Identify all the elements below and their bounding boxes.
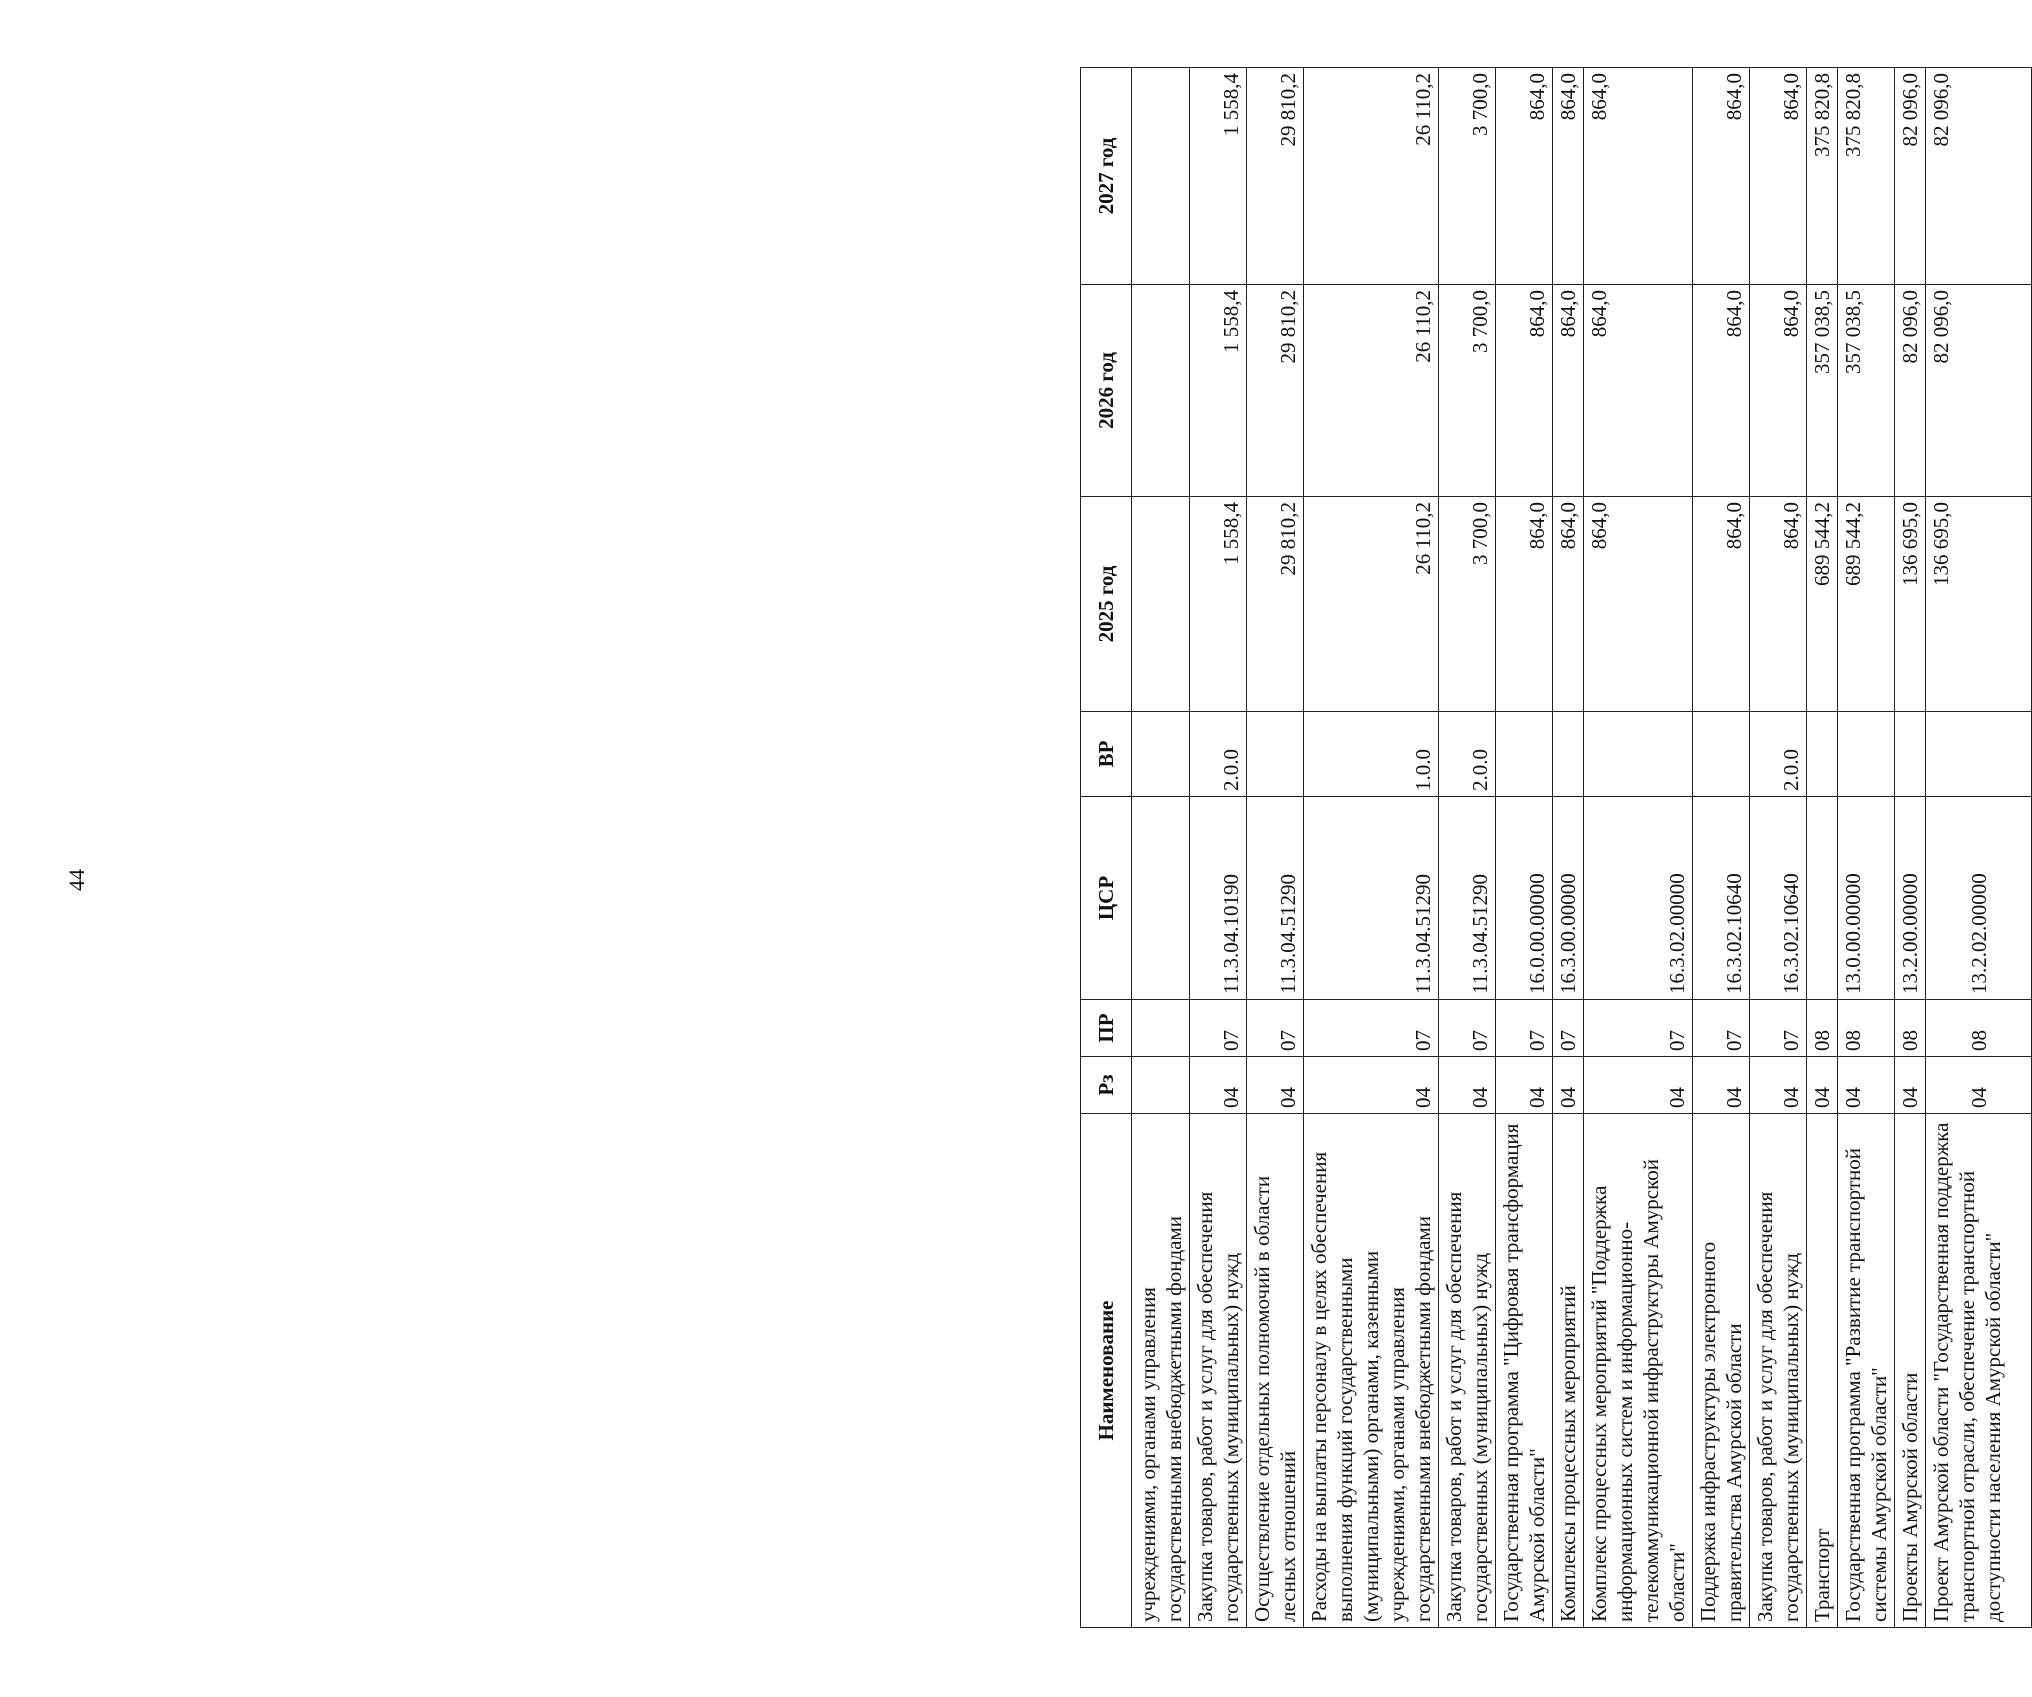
cell-csr: 13.2.00.00000 (1895, 797, 1926, 1000)
cell-csr (1807, 797, 1838, 1000)
cell-name: Транспорт (1807, 1114, 1838, 1628)
cell-vr: 2.0.0 (1750, 712, 1807, 797)
cell-rz: 04 (1439, 1057, 1496, 1114)
cell-name: Государственная программа "Цифровая трансформация Амурской области" (1496, 1114, 1553, 1628)
header-rz: Рз (1081, 1057, 1132, 1114)
cell-2026: 864,0 (1496, 285, 1553, 497)
cell-2026: 1 558,4 (1190, 285, 1247, 497)
cell-csr: 13.0.00.00000 (1838, 797, 1895, 1000)
cell-name: учреждениями, органами управления государственными внебюджетными фондами (1132, 1114, 1190, 1628)
table-row (1584, 68, 1693, 1628)
cell-rz: 04 (1553, 1057, 1584, 1114)
cell-2025: 689 544,2 (1807, 497, 1838, 712)
cell-csr: 16.3.02.10640 (1693, 797, 1750, 1000)
cell-vr: 1.0.0 (1304, 712, 1439, 797)
cell-name: Закупка товаров, работ и услуг для обеспечения государственных (муниципальных) нужд (1439, 1114, 1496, 1628)
cell-vr (1926, 712, 2032, 797)
cell-2025: 29 810,2 (1247, 497, 1304, 712)
cell-rz: 04 (1838, 1057, 1895, 1114)
cell-2026: 82 096,0 (1926, 285, 2032, 497)
cell-2027: 864,0 (1496, 68, 1553, 285)
table-header-row (1081, 68, 1132, 1628)
cell-2025: 136 695,0 (1895, 497, 1926, 712)
cell-pr: 08 (1807, 1000, 1838, 1057)
cell-csr: 16.0.00.00000 (1496, 797, 1553, 1000)
cell-pr: 07 (1496, 1000, 1553, 1057)
cell-pr: 07 (1247, 1000, 1304, 1057)
cell-vr (1807, 712, 1838, 797)
cell-2026: 864,0 (1750, 285, 1807, 497)
table-row (1926, 68, 2032, 1628)
cell-2025: 136 695,0 (1926, 497, 2032, 712)
cell-2027: 375 820,8 (1807, 68, 1838, 285)
cell-vr (1132, 712, 1190, 797)
table-row (1750, 68, 1807, 1628)
cell-name: Закупка товаров, работ и услуг для обеспечения государственных (муниципальных) нужд (1190, 1114, 1247, 1628)
cell-pr: 07 (1304, 1000, 1439, 1057)
cell-2026: 82 096,0 (1895, 285, 1926, 497)
cell-rz: 04 (1190, 1057, 1247, 1114)
cell-vr (1553, 712, 1584, 797)
cell-pr: 08 (1926, 1000, 2032, 1057)
cell-csr: 11.3.04.51290 (1304, 797, 1439, 1000)
cell-name: Проект Амурской области "Государственная поддержка транспортной отрасли, обеспечение транспортной доступности населения Амурской области" (1926, 1114, 2032, 1628)
cell-vr: 2.0.0 (1439, 712, 1496, 797)
header-2025: 2025 год (1081, 497, 1132, 712)
cell-name: Закупка товаров, работ и услуг для обеспечения государственных (муниципальных) нужд (1750, 1114, 1807, 1628)
table-row (1838, 68, 1895, 1628)
table-row (1132, 68, 1190, 1628)
table-row (1496, 68, 1553, 1628)
cell-2026: 29 810,2 (1247, 285, 1304, 497)
cell-2025: 689 544,2 (1838, 497, 1895, 712)
cell-2026: 864,0 (1693, 285, 1750, 497)
cell-name: Проекты Амурской области (1895, 1114, 1926, 1628)
cell-2027: 864,0 (1553, 68, 1584, 285)
cell-rz: 04 (1584, 1057, 1693, 1114)
cell-pr: 07 (1190, 1000, 1247, 1057)
cell-rz: 04 (1693, 1057, 1750, 1114)
cell-2027: 82 096,0 (1926, 68, 2032, 285)
header-vr: ВР (1081, 712, 1132, 797)
cell-rz: 04 (1926, 1057, 2032, 1114)
cell-csr: 11.3.04.10190 (1190, 797, 1247, 1000)
budget-table (1080, 67, 2032, 1628)
header-pr: ПР (1081, 1000, 1132, 1057)
cell-2025 (1132, 497, 1190, 712)
cell-pr: 08 (1895, 1000, 1926, 1057)
cell-2026: 864,0 (1553, 285, 1584, 497)
cell-vr (1895, 712, 1926, 797)
cell-csr: 13.2.02.00000 (1926, 797, 2032, 1000)
header-2026: 2026 год (1081, 285, 1132, 497)
cell-vr (1247, 712, 1304, 797)
cell-csr: 16.3.02.00000 (1584, 797, 1693, 1000)
cell-2026: 357 038,5 (1838, 285, 1895, 497)
cell-2025: 26 110,2 (1304, 497, 1439, 712)
cell-2025: 864,0 (1496, 497, 1553, 712)
cell-2027 (1132, 68, 1190, 285)
cell-2025: 3 700,0 (1439, 497, 1496, 712)
cell-rz: 04 (1750, 1057, 1807, 1114)
table-row (1553, 68, 1584, 1628)
cell-2027: 82 096,0 (1895, 68, 1926, 285)
table-row (1304, 68, 1439, 1628)
cell-2026: 26 110,2 (1304, 285, 1439, 497)
table-row (1693, 68, 1750, 1628)
rotated-table-container (1080, 68, 2005, 1628)
cell-2025: 864,0 (1693, 497, 1750, 712)
cell-2026: 864,0 (1584, 285, 1693, 497)
cell-2026: 3 700,0 (1439, 285, 1496, 497)
cell-2027: 29 810,2 (1247, 68, 1304, 285)
cell-name: Осуществление отдельных полномочий в области лесных отношений (1247, 1114, 1304, 1628)
cell-2027: 375 820,8 (1838, 68, 1895, 285)
cell-rz: 04 (1496, 1057, 1553, 1114)
table-row (1190, 68, 1247, 1628)
table-row (1895, 68, 1926, 1628)
header-2027: 2027 год (1081, 68, 1132, 285)
cell-rz: 04 (1247, 1057, 1304, 1114)
cell-2027: 864,0 (1693, 68, 1750, 285)
cell-csr: 11.3.04.51290 (1439, 797, 1496, 1000)
cell-2027: 864,0 (1750, 68, 1807, 285)
cell-csr: 16.3.00.00000 (1553, 797, 1584, 1000)
cell-csr (1132, 797, 1190, 1000)
cell-pr (1132, 1000, 1190, 1057)
cell-2026 (1132, 285, 1190, 497)
cell-2025: 864,0 (1584, 497, 1693, 712)
cell-vr (1496, 712, 1553, 797)
page-number: 44 (64, 869, 89, 891)
cell-csr: 16.3.02.10640 (1750, 797, 1807, 1000)
table-row (1247, 68, 1304, 1628)
cell-2025: 864,0 (1553, 497, 1584, 712)
cell-rz: 04 (1304, 1057, 1439, 1114)
table-row (1807, 68, 1838, 1628)
cell-name: Комплексы процессных мероприятий (1553, 1114, 1584, 1628)
cell-pr: 07 (1693, 1000, 1750, 1057)
cell-pr: 07 (1553, 1000, 1584, 1057)
cell-2026: 357 038,5 (1807, 285, 1838, 497)
cell-pr: 07 (1439, 1000, 1496, 1057)
cell-pr: 08 (1838, 1000, 1895, 1057)
cell-vr (1838, 712, 1895, 797)
cell-2027: 26 110,2 (1304, 68, 1439, 285)
cell-name: Государственная программа "Развитие транспортной системы Амурской области" (1838, 1114, 1895, 1628)
header-name: Наименование (1081, 1114, 1132, 1628)
cell-pr: 07 (1750, 1000, 1807, 1057)
cell-rz (1132, 1057, 1190, 1114)
cell-2027: 3 700,0 (1439, 68, 1496, 285)
cell-vr: 2.0.0 (1190, 712, 1247, 797)
cell-vr (1693, 712, 1750, 797)
cell-2025: 864,0 (1750, 497, 1807, 712)
cell-name: Комплекс процессных мероприятий "Поддержка информационных систем и информационно-телекоммуникационной инфраструктуры Амурской области" (1584, 1114, 1693, 1628)
cell-2027: 864,0 (1584, 68, 1693, 285)
cell-2025: 1 558,4 (1190, 497, 1247, 712)
cell-name: Поддержка инфраструктуры электронного правительства Амурской области (1693, 1114, 1750, 1628)
cell-vr (1584, 712, 1693, 797)
cell-2027: 1 558,4 (1190, 68, 1247, 285)
cell-csr: 11.3.04.51290 (1247, 797, 1304, 1000)
cell-rz: 04 (1895, 1057, 1926, 1114)
cell-pr: 07 (1584, 1000, 1693, 1057)
cell-name: Расходы на выплаты персоналу в целях обеспечения выполнения функций государственными (муниципальными) органами, казенными учреждениями, органами управления государственными внебюджетными фондами (1304, 1114, 1439, 1628)
cell-rz: 04 (1807, 1057, 1838, 1114)
header-csr: ЦСР (1081, 797, 1132, 1000)
table-row (1439, 68, 1496, 1628)
